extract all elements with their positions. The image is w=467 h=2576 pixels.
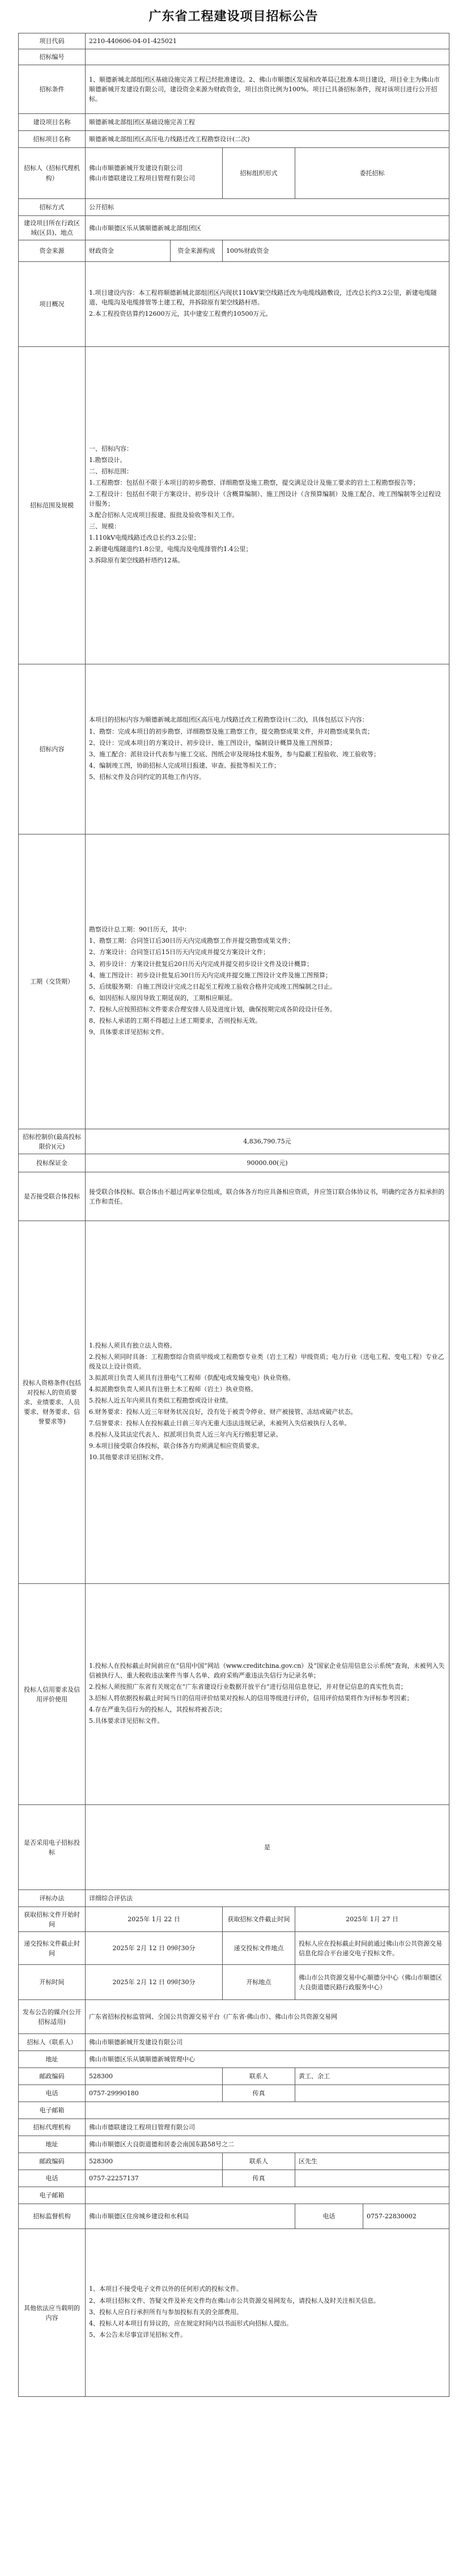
label-contact: 联系人 bbox=[223, 2068, 295, 2085]
other-paragraph: 3、投标人应自行承担所有与参加投标有关的全部费用。 bbox=[89, 2308, 243, 2316]
row-project-overview bbox=[19, 262, 449, 347]
eval-method-value: 详细综合评估法 bbox=[86, 1890, 449, 1907]
label-fax: 传真 bbox=[223, 2170, 295, 2187]
scope-paragraph: 3.配合招标人完成项目报建、报批及验收等相关工作。 bbox=[89, 511, 239, 519]
label-phone: 电话 bbox=[19, 2085, 86, 2102]
credit-paragraph: 4.存在严重失信行为的投标人，其投标将被否决； bbox=[89, 1706, 226, 1714]
tenderer-address-value: 佛山市顺德区乐从镇顺德新城管理中心 bbox=[86, 2051, 449, 2068]
bid-bond-value: 90000.00(元) bbox=[86, 1154, 449, 1172]
agency-postcode-value: 528300 bbox=[86, 2153, 223, 2170]
label-bid-place: 递交投标文件地点 bbox=[223, 1932, 295, 1965]
label-control-price: 招标控制价(最高投标限价)(元) bbox=[19, 1129, 86, 1154]
duration-paragraph: 6、如因招标人原因导致工期延误的，工期相应顺延。 bbox=[89, 994, 236, 1002]
qualification-paragraph: 5.投标人近五年内须具有类似工程勘察或设计业绩。 bbox=[89, 1397, 232, 1405]
duration-paragraph: 9、具体要求详见招标文件。 bbox=[89, 1028, 168, 1036]
funding-composition-value: 100%财政资金 bbox=[223, 240, 449, 262]
tenderer-fax-value bbox=[295, 2085, 449, 2102]
credit-paragraph: 2.投标人须按照广东省有关规定在“广东省建设行业数据开放平台”进行信用信息登记，并对登记信息的真实性负责； bbox=[89, 1683, 407, 1691]
label-supervisor-phone: 电话 bbox=[295, 2204, 363, 2229]
location-value: 佛山市顺德区乐从镇顺德新城北部组团区 bbox=[86, 216, 449, 240]
row-control-price bbox=[19, 1129, 449, 1154]
qualification-paragraph: 10.其他要求详见招标文件。 bbox=[89, 1454, 168, 1461]
funding-value: 财政资金 bbox=[86, 240, 171, 262]
qualification-paragraph: 2.投标人须同时具备：工程勘察综合资质甲级或工程勘察专业类（岩土工程）甲级资质；电力行业（送电工程、变电工程）专业乙级及以上设计资质。 bbox=[89, 1353, 444, 1370]
row-tenderer-phone bbox=[19, 2085, 449, 2102]
row-opening bbox=[19, 1965, 449, 2000]
tenderer-value bbox=[86, 148, 223, 199]
duration-paragraph: 5、后续服务期：自施工图设计完成之日起至工程竣工验收合格并完成竣工图编制之日止。 bbox=[89, 982, 336, 990]
tender-project-name-value: 顺德新城北部组团区高压电力线路迁改工程勘察设计(二次) bbox=[86, 131, 449, 148]
agency-phone-value: 0757-22257137 bbox=[86, 2170, 223, 2187]
credit-paragraph: 3.招标人将依据投标截止时间当日的信用评价结果对投标人的信用等级进行评价，信用评价结果将作为评标参考因素； bbox=[89, 1694, 413, 1702]
label-tender-org-form: 招标组织形式 bbox=[223, 148, 295, 199]
qualification-paragraph: 7.信誉要求：投标人在投标截止日前三年内无重大违法违规记录，未被列入失信被执行人名单。 bbox=[89, 1420, 351, 1427]
content-paragraph: 5、招标文件及合同约定的其他工作内容。 bbox=[89, 773, 205, 781]
label-tender-method: 招标方式 bbox=[19, 199, 86, 216]
tender-no-value bbox=[86, 49, 449, 65]
content-paragraph: 1、勘察：完成本项目的初步勘察、详细勘察及施工勘察工作，提交勘察成果文件，并对勘察成果负责； bbox=[89, 727, 373, 735]
label-project-code: 项目代码 bbox=[19, 33, 86, 49]
row-tenderer-head bbox=[19, 2034, 449, 2051]
row-project-name bbox=[19, 114, 449, 131]
credit-value bbox=[86, 1584, 449, 1805]
label-credit: 投标人信用要求及信用评价使用 bbox=[19, 1584, 86, 1805]
credit-paragraph: 5.具体要求详见招标文件。 bbox=[89, 1717, 164, 1725]
label-joint-bid: 是否接受联合体投标 bbox=[19, 1172, 86, 1221]
scope-paragraph: 2.新建电缆隧道约1.8公里，电缆沟及电缆排管约1.4公里； bbox=[89, 545, 252, 553]
label-email: 电子邮箱 bbox=[19, 2187, 86, 2204]
row-media bbox=[19, 2000, 449, 2034]
scope-paragraph: 1.勘察设计。 bbox=[89, 456, 126, 464]
label-media: 发布公告的媒介(公开招标适用) bbox=[19, 2000, 86, 2034]
announcement-table bbox=[18, 33, 449, 2397]
label-postcode: 邮政编码 bbox=[19, 2068, 86, 2085]
project-overview-value bbox=[86, 262, 449, 347]
other-paragraph: 1、本项目不接受电子文件以外的任何形式的投标文件。 bbox=[89, 2285, 243, 2293]
tenderer-phone-value: 0757-29990180 bbox=[86, 2085, 223, 2102]
credit-paragraph: 1.投标人在投标截止时间前应在“信用中国”网站（www.creditchina.gov.cn）及“国家企业信用信息公示系统”查询，未被列入失信被执行人、重大税收违法案件当事人名单、政府采购严重违法失信行为记录名单； bbox=[89, 1662, 445, 1679]
opening-time-value: 2025年 2月 12 日 09时30分 bbox=[86, 1965, 223, 2000]
duration-paragraph: 4、施工图设计：初步设计批复后30日历天内完成并提交施工图设计文件及施工图预算； bbox=[89, 971, 332, 979]
row-duration bbox=[19, 834, 449, 1129]
scope-paragraph: 一、招标内容： bbox=[89, 444, 133, 452]
row-agency-head bbox=[19, 2119, 449, 2136]
opening-place-value: 佛山市公共资源交易中心顺德分中心（佛山市顺德区大良街道德民路行政服务中心） bbox=[295, 1965, 449, 2000]
joint-bid-value: 接受联合体投标。联合体由不超过两家单位组成，联合体各方均应具备相应资质，并应签订联合体协议书，明确约定各方拟承担的工作和责任。 bbox=[86, 1172, 449, 1221]
agency-address-value: 佛山市顺德区大良街道德和居委会南国东路58号之二 bbox=[86, 2136, 449, 2153]
qualification-paragraph: 6.财务要求：投标人近三年财务状况良好，没有处于被责令停业、财产被接管、冻结或破产状态。 bbox=[89, 1408, 357, 1416]
label-eval-method: 评标办法 bbox=[19, 1890, 86, 1907]
tenderer-email-value bbox=[86, 2102, 449, 2119]
row-tenderer-address bbox=[19, 2051, 449, 2068]
label-address: 地址 bbox=[19, 2136, 86, 2153]
content-paragraph: 4、编制竣工图，协助招标人完成项目报建、审查、报批等相关工作； bbox=[89, 761, 280, 769]
label-contact: 联系人 bbox=[223, 2153, 295, 2170]
tenderer-contact-value: 黄工、余工 bbox=[295, 2068, 449, 2085]
label-tenderer-head: 招标人（联系人） bbox=[19, 2034, 86, 2051]
agency-head-value: 佛山市德联建设工程项目管理有限公司 bbox=[86, 2119, 449, 2136]
row-project-code bbox=[19, 33, 449, 49]
row-electronic-bidding bbox=[19, 1805, 449, 1890]
control-price-value: 4,836,790.75元 bbox=[86, 1129, 449, 1154]
row-tender-method bbox=[19, 199, 449, 216]
doc-start-value: 2025年 1月 22 日 bbox=[86, 1907, 223, 1932]
label-supervisor: 招标监督机构 bbox=[19, 2204, 86, 2229]
row-tenderer-postcode bbox=[19, 2068, 449, 2085]
electronic-bidding-value: 是 bbox=[86, 1805, 449, 1890]
scope-paragraph: 二、招标范围： bbox=[89, 467, 133, 475]
row-agency-phone bbox=[19, 2170, 449, 2187]
scope-value bbox=[86, 347, 449, 664]
tenderer-head-value: 佛山市顺德新城开发建设有限公司 bbox=[86, 2034, 449, 2051]
label-location: 建设项目所在行政区域(区县)、地点 bbox=[19, 216, 86, 240]
label-agency: 招标代理机构 bbox=[19, 2119, 86, 2136]
qualification-paragraph: 1.投标人须具有独立法人资格。 bbox=[89, 1341, 176, 1349]
conditions-value: 1、顺德新城北部组团区基础设施完善工程已经批准建设。2、佛山市顺德区发展和改革局已批准本项目建设，项目业主为佛山市顺德新城开发建设有限公司，建设资金来源为财政资金，项目出资比例为100%。项目已具备招标条件，现对该项目进行公开招标。 bbox=[86, 65, 449, 114]
label-bid-deadline: 递交投标文件截止时间 bbox=[19, 1932, 86, 1965]
other-value bbox=[86, 2229, 449, 2397]
label-email: 电子邮箱 bbox=[19, 2102, 86, 2119]
row-tender-project-name bbox=[19, 131, 449, 148]
row-location bbox=[19, 216, 449, 240]
label-project-name: 建设项目名称 bbox=[19, 114, 86, 131]
tenderer-postcode-value: 528300 bbox=[86, 2068, 223, 2085]
agency-email-value bbox=[86, 2187, 449, 2204]
qualification-paragraph: 8.投标人及其法定代表人、拟派项目负责人近三年内无行贿犯罪记录。 bbox=[89, 1431, 282, 1439]
label-phone: 电话 bbox=[19, 2170, 86, 2187]
row-tenderer-email bbox=[19, 2102, 449, 2119]
row-doc-times bbox=[19, 1907, 449, 1932]
duration-paragraph: 7、投标人应按照招标文件要求合理安排人员及进度计划，确保按期完成各阶段设计任务。 bbox=[89, 1005, 336, 1013]
label-conditions: 招标条件 bbox=[19, 65, 86, 114]
agency-contact-value: 区先生 bbox=[295, 2153, 449, 2170]
supervisor-phone-value: 0757-22830002 bbox=[363, 2204, 449, 2229]
duration-paragraph: 3、初步设计：方案设计批复后20日历天内完成并提交初步设计文件及设计概算； bbox=[89, 960, 313, 968]
scope-paragraph: 1.工程勘察：包括但不限于本项目的初步勘察、详细勘察及施工勘察，提交满足设计及施工要求的岩土工程勘察报告等； bbox=[89, 478, 419, 486]
label-bid-bond: 投标保证金 bbox=[19, 1154, 86, 1172]
label-doc-end: 获取招标文件截止时间 bbox=[223, 1907, 295, 1932]
label-fax: 传真 bbox=[223, 2085, 295, 2102]
duration-paragraph: 2、方案设计：合同签订后15日历天内完成并提交方案设计文件； bbox=[89, 948, 269, 956]
other-paragraph: 5、本公告未尽事宜详见招标文件。 bbox=[89, 2331, 186, 2338]
label-scope: 招标范围及规模 bbox=[19, 347, 86, 664]
bid-deadline-value: 2025年 2月 12 日 09时30分 bbox=[86, 1932, 223, 1965]
label-opening-time: 开标时间 bbox=[19, 1965, 86, 2000]
row-bid-deadline bbox=[19, 1932, 449, 1965]
duration-value bbox=[86, 834, 449, 1129]
row-scope bbox=[19, 347, 449, 664]
row-credit bbox=[19, 1584, 449, 1805]
duration-paragraph: 8、投标人承诺的工期不得超过上述工期要求，否则投标无效。 bbox=[89, 1016, 261, 1024]
tender-method-value: 公开招标 bbox=[86, 199, 449, 216]
duration-paragraph: 1、勘察工期：合同签订后30日历天内完成勘察工作并提交勘察成果文件； bbox=[89, 937, 294, 945]
label-other: 其他依法应当载明的内容 bbox=[19, 2229, 86, 2397]
tender-content-value bbox=[86, 664, 449, 834]
other-paragraph: 2、本项目招标文件、答疑文件及补充文件均在佛山市公共资源交易网发布，请投标人及时关注相关信息。 bbox=[89, 2297, 380, 2304]
qualification-paragraph: 4.拟派勘察负责人须具有注册土木工程师（岩土）执业资格。 bbox=[89, 1386, 257, 1393]
label-opening-place: 开标地点 bbox=[223, 1965, 295, 2000]
qualification-paragraph: 3.拟派项目负责人须具有注册电气工程师（供配电或发输变电）执业资格。 bbox=[89, 1374, 295, 1382]
doc-end-value: 2025年 1月 27 日 bbox=[295, 1907, 449, 1932]
row-tender-no bbox=[19, 49, 449, 65]
label-tender-project-name: 招标项目名称 bbox=[19, 131, 86, 148]
scope-paragraph: 3.拆除原有架空线路杆塔约12基。 bbox=[89, 557, 184, 565]
agency-name: 佛山市德联建设工程项目管理有限公司 bbox=[89, 174, 195, 182]
scope-paragraph: 三、规模： bbox=[89, 523, 120, 531]
row-agency-postcode bbox=[19, 2153, 449, 2170]
label-electronic-bidding: 是否采用电子招标投标 bbox=[19, 1805, 86, 1890]
page-title: 广东省工程建设项目招标公告 bbox=[148, 9, 319, 24]
qualification-value bbox=[86, 1221, 449, 1584]
label-tender-no: 招标编号 bbox=[19, 49, 86, 65]
other-paragraph: 4、投标人对本项目有异议的，应在规定时间内以书面形式向招标人提出。 bbox=[89, 2319, 292, 2327]
qualification-paragraph: 9.本项目接受联合体投标，联合体各方均须满足相应资质要求。 bbox=[89, 1442, 264, 1450]
row-qualification bbox=[19, 1221, 449, 1584]
label-qualification: 投标人资格条件(包括对投标人的资质要求、业绩要求、人员要求、财务要求、信誉要求等) bbox=[19, 1221, 86, 1584]
tenderer-name: 佛山市顺德新城开发建设有限公司 bbox=[89, 164, 182, 172]
label-tenderer: 招标人（招标代理机构） bbox=[19, 148, 86, 199]
duration-paragraph: 勘察设计总工期：90日历天，其中： bbox=[89, 926, 190, 934]
overview-paragraph: 2.本工程投资估算约12600万元，其中建安工程费约10500万元。 bbox=[89, 310, 272, 318]
label-tender-content: 招标内容 bbox=[19, 664, 86, 834]
label-project-overview: 项目概况 bbox=[19, 262, 86, 347]
label-postcode: 邮政编码 bbox=[19, 2153, 86, 2170]
label-doc-start: 获取招标文件开始时间 bbox=[19, 1907, 86, 1932]
row-tender-content bbox=[19, 664, 449, 834]
project-code-value: 2210-440606-04-01-425021 bbox=[86, 33, 449, 49]
row-eval-method bbox=[19, 1890, 449, 1907]
content-paragraph: 本项目的招标内容为顺德新城北部组团区高压电力线路迁改工程勘察设计(二次)，具体包括以下内容： bbox=[89, 716, 368, 724]
label-duration: 工期（交货期） bbox=[19, 834, 86, 1129]
media-value: 广东省招标投标监管网、全国公共资源交易平台（广东省·佛山市）、佛山市公共资源交易网 bbox=[86, 2000, 449, 2034]
label-address: 地址 bbox=[19, 2051, 86, 2068]
row-agency-email bbox=[19, 2187, 449, 2204]
label-funding: 资金来源 bbox=[19, 240, 86, 262]
content-paragraph: 2、设计：完成本项目的方案设计、初步设计、施工图设计，编制设计概算及施工图预算； bbox=[89, 739, 336, 747]
row-agency-address bbox=[19, 2136, 449, 2153]
bid-place-value: 投标人应在投标截止时间前通过佛山市公共资源交易信息化综合平台递交电子投标文件。 bbox=[295, 1932, 449, 1965]
scope-paragraph: 1.110kV电缆线路迁改总长约3.2公里； bbox=[89, 534, 200, 542]
row-joint-bid bbox=[19, 1172, 449, 1221]
content-paragraph: 3、施工配合：派驻设计代表参与施工交底、图纸会审及现场技术服务，参与隐蔽工程验收、竣工验收等； bbox=[89, 750, 380, 758]
supervisor-value: 佛山市顺德区住房城乡建设和水利局 bbox=[86, 2204, 295, 2229]
scope-paragraph: 2.工程设计：包括但不限于方案设计、初步设计（含概算编制）、施工图设计（含预算编制）及施工配合、竣工图编制等全过程设计服务； bbox=[89, 490, 441, 508]
tender-org-form-value: 委托招标 bbox=[295, 148, 449, 199]
row-funding bbox=[19, 240, 449, 262]
row-bid-bond bbox=[19, 1154, 449, 1172]
label-funding-composition: 资金来源构成 bbox=[171, 240, 223, 262]
row-conditions bbox=[19, 65, 449, 114]
row-supervisor bbox=[19, 2204, 449, 2229]
row-tenderer bbox=[19, 148, 449, 199]
project-name-value: 顺德新城北部组团区基础设施完善工程 bbox=[86, 114, 449, 131]
row-other bbox=[19, 2229, 449, 2397]
agency-fax-value bbox=[295, 2170, 449, 2187]
overview-paragraph: 1.项目建设内容：本工程将顺德新城北部组团区内现状110kV架空线路迁改为电缆线路敷设，迁改总长约3.2公里，新建电缆隧道、电缆沟及电缆排管等土建工程，并拆除原有架空线路杆塔。 bbox=[89, 289, 437, 307]
